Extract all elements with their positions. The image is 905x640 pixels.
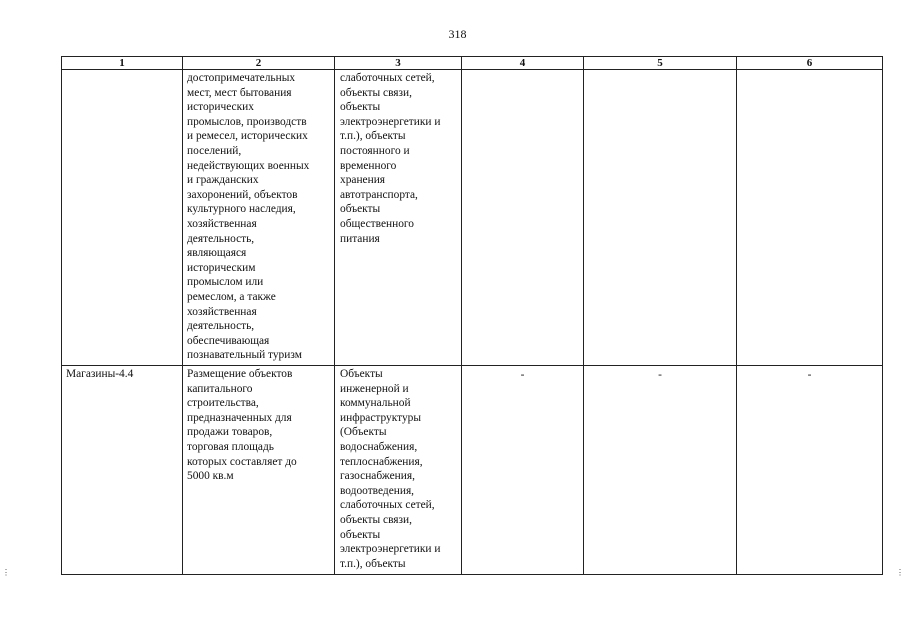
cell-text (462, 70, 583, 72)
column-header-3: 3 (335, 57, 462, 70)
table-cell (584, 366, 737, 575)
page-number: 318 (448, 27, 467, 41)
table-cell (335, 366, 462, 575)
cell-text: слаботочных сетей, объекты связи, объекты электроэнергетики и т.п.), объекты постоянного и временного хранения автотранспорта, объекты общественного питания (340, 72, 441, 245)
cell-text: Магазины-4.4 (66, 368, 134, 380)
table-row (62, 70, 883, 366)
table-cell (462, 70, 584, 366)
table-row (62, 366, 883, 575)
column-header-5: 5 (584, 57, 737, 70)
cell-text (737, 70, 882, 72)
table-cell (584, 70, 737, 366)
table-cell (737, 366, 883, 575)
cell-text: достопримечательных мест, мест бытования исторических промыслов, производств и ремесел, исторических поселений, недействующих военных и гражданских захоронений, объектов культурного наследия, хозяйственная деятельность, являющаяся историческим промыслом или ремеслом, а также хозяйственная деятельность, обеспечивающая познавательный туризм (187, 72, 310, 362)
table-cell (737, 70, 883, 366)
regulation-table (61, 56, 883, 575)
table-cell (335, 70, 462, 366)
table-cell (183, 366, 335, 575)
right-margin-mark: ⋮ (896, 568, 904, 577)
table-header-row (62, 57, 883, 70)
table-cell (462, 366, 584, 575)
dash-value: - (520, 369, 525, 381)
cell-text (584, 70, 736, 72)
cell-text: Размещение объектов капитального строительства, предназначенных для продажи товаров, торговая площадь которых составляет до 5000 кв.м (187, 368, 297, 483)
left-margin-mark: ⋮ (2, 568, 10, 577)
column-header-6: 6 (737, 57, 883, 70)
column-header-2: 2 (183, 57, 335, 70)
table-cell (62, 366, 183, 575)
table-cell (62, 70, 183, 366)
table-cell (183, 70, 335, 366)
cell-text: Объекты инженерной и коммунальной инфраструктуры (Объекты водоснабжения, теплоснабжения, газоснабжения, водоотведения, слаботочных сетей, объекты связи, объекты электроэнергетики и т.п.), объекты (340, 368, 441, 570)
dash-value: - (807, 369, 812, 381)
column-header-4: 4 (462, 57, 584, 70)
column-header-1: 1 (62, 57, 183, 70)
dash-value: - (658, 369, 662, 381)
